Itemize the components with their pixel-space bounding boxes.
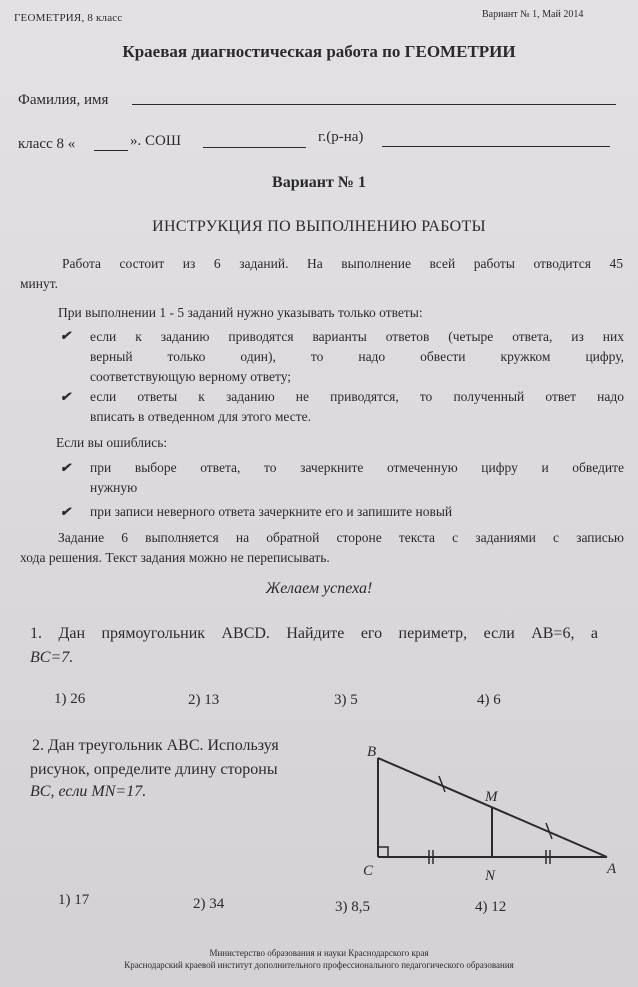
bullet1-line-1: если к заданию приводятся варианты ответов (четыре ответа, из них: [90, 329, 624, 344]
task1-line-1: 1. Дан прямоугольник ABCD. Найдите его периметр, если AB=6, а: [30, 625, 598, 642]
good-luck-text: Желаем успеха!: [265, 580, 373, 597]
header-subject: ГЕОМЕТРИЯ, 8 класс: [14, 12, 123, 24]
school-label: ». СОШ: [130, 133, 181, 149]
header-variant-info: Вариант № 1, Май 2014: [482, 9, 584, 20]
task1-option-4[interactable]: 4) 6: [477, 692, 501, 708]
checkmark-bullet-icon: ✔: [60, 460, 71, 475]
checkmark-bullet-icon: ✔: [60, 389, 71, 404]
task1-line-2: BC=7.: [30, 649, 74, 666]
instructions-heading: ИНСТРУКЦИЯ ПО ВЫПОЛНЕНИЮ РАБОТЫ: [152, 218, 486, 235]
triangle-figure: [355, 740, 635, 890]
task6-line-1: Задание 6 выполняется на обратной стороне текста с заданиями с записью: [58, 530, 624, 545]
checkmark-bullet-icon: ✔: [60, 328, 71, 343]
mistake1-line-1: при выборе ответа, то зачеркните отмеченную цифру и обведите: [90, 460, 624, 475]
task2-line-3: BC, если MN=17.: [30, 783, 147, 800]
mistake-heading: Если вы ошиблись:: [56, 435, 168, 450]
class-label: класс 8 «: [18, 136, 76, 152]
mistake1-line-2: нужную: [90, 480, 138, 495]
bullet1-line-2: верный только один), то надо обвести кружком цифру,: [90, 349, 624, 364]
school-field-line[interactable]: [203, 147, 306, 148]
name-field-line[interactable]: [132, 104, 616, 105]
page-title: Краевая диагностическая работа по ГЕОМЕТРИИ: [122, 42, 516, 61]
right-angle-mark: [378, 847, 388, 857]
task6-line-2: хода решения. Текст задания можно не переписывать.: [20, 550, 330, 565]
task1-option-2[interactable]: 2) 13: [188, 692, 220, 708]
city-field-line[interactable]: [382, 146, 610, 147]
checkmark-bullet-icon: ✔: [60, 504, 71, 519]
bullet2-line-2: вписать в отведенном для этого месте.: [90, 409, 312, 424]
label-a: A: [607, 861, 617, 877]
label-m: M: [485, 789, 498, 805]
name-label: Фамилия, имя: [18, 92, 109, 108]
answers-intro: При выполнении 1 - 5 заданий нужно указывать только ответы:: [58, 305, 423, 320]
bullet1-line-3: соответствующую верному ответу;: [90, 369, 292, 384]
label-n: N: [485, 868, 496, 884]
task1-option-3[interactable]: 3) 5: [334, 692, 358, 708]
label-b: B: [367, 744, 377, 760]
task2-option-4[interactable]: 4) 12: [475, 899, 507, 915]
mistake2-line: при записи неверного ответа зачеркните его и запишите новый: [90, 504, 453, 519]
task2-option-1[interactable]: 1) 17: [58, 892, 90, 908]
intro-line-1: Работа состоит из 6 заданий. На выполнение всей работы отводится 45: [62, 256, 623, 271]
label-c: C: [363, 863, 374, 879]
footer-institute: Краснодарский краевой институт дополнительного профессионального педагогического образования: [124, 960, 514, 970]
task2-line-2: рисунок, определите длину стороны: [30, 761, 278, 778]
task2-option-2[interactable]: 2) 34: [193, 896, 225, 912]
city-label: г.(р-на): [318, 129, 364, 145]
intro-line-2: минут.: [20, 276, 59, 291]
footer-ministry: Министерство образования и науки Краснодарского края: [209, 948, 429, 958]
variant-title: Вариант № 1: [272, 174, 366, 191]
task1-option-1[interactable]: 1) 26: [54, 691, 86, 707]
task2-line-1: 2. Дан треугольник ABC. Используя: [32, 737, 279, 754]
task2-option-3[interactable]: 3) 8,5: [335, 899, 370, 915]
bullet2-line-1: если ответы к заданию не приводятся, то полученный ответ надо: [90, 389, 624, 404]
class-field-line[interactable]: [94, 150, 128, 151]
